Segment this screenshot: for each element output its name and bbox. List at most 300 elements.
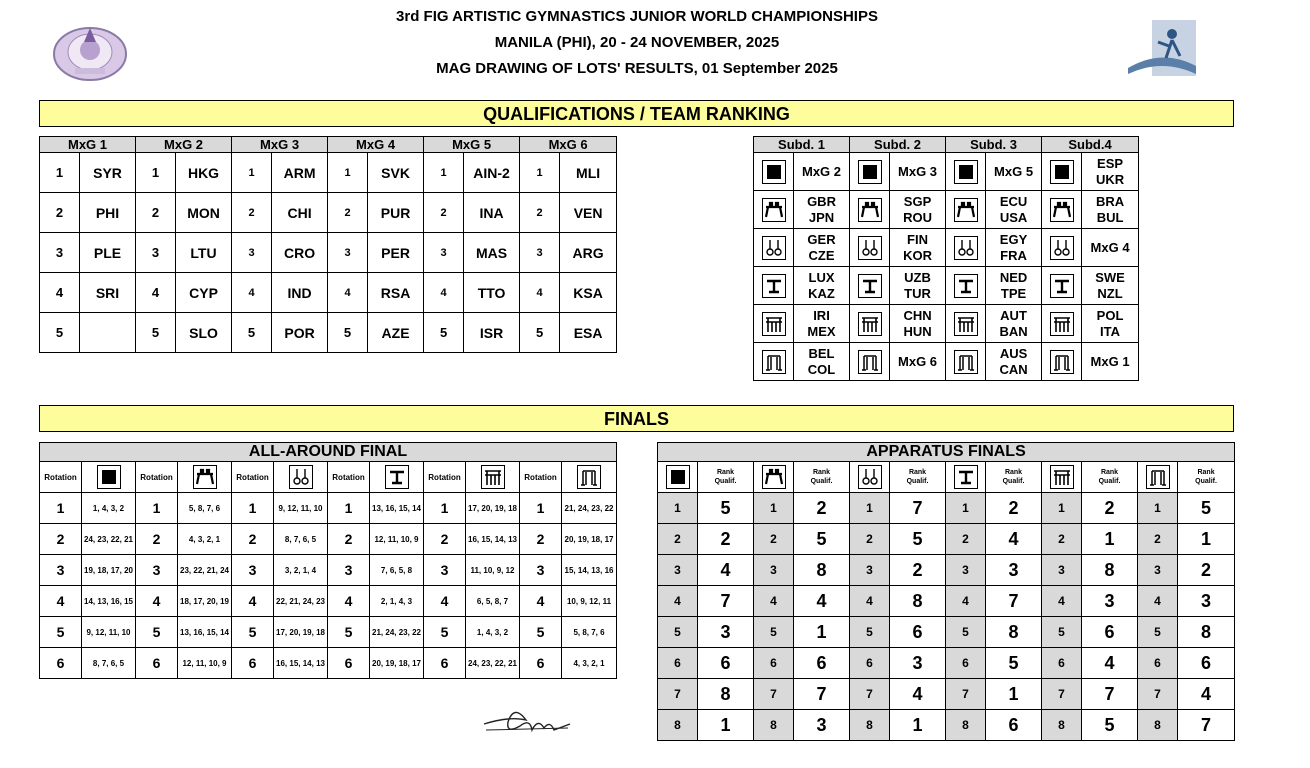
start-order-cell: 5 [658, 617, 698, 648]
team-name: TUR [904, 285, 931, 301]
apparatus-cell [850, 305, 890, 343]
team-name: MxG 2 [802, 163, 842, 179]
floor-icon [858, 160, 882, 184]
floor-icon [762, 160, 786, 184]
start-order-cell: 5 [1042, 617, 1082, 648]
rotation-number: 5 [40, 617, 82, 648]
country-cell: ESA [560, 313, 617, 353]
rank-qualif-cell: 8 [1178, 617, 1235, 648]
rank-qualif-cell: 5 [986, 648, 1042, 679]
rotation-number: 6 [520, 648, 562, 679]
order-cell: 24, 23, 22, 21 [466, 648, 520, 679]
start-order-cell: 6 [754, 648, 794, 679]
position-cell: 4 [232, 273, 272, 313]
apparatus-cell [1042, 343, 1082, 381]
country-cell: RSA [368, 273, 424, 313]
country-cell: LTU [176, 233, 232, 273]
order-cell: 12, 11, 10, 9 [178, 648, 232, 679]
team-name: MxG 4 [1090, 239, 1130, 255]
start-order-cell: 8 [754, 710, 794, 741]
rotation-number: 5 [424, 617, 466, 648]
group-header: MxG 4 [328, 137, 424, 153]
rank-qualif-cell: 2 [890, 555, 946, 586]
apparatus-cell [1042, 267, 1082, 305]
start-order-cell: 2 [1138, 524, 1178, 555]
rotation-number: 3 [424, 555, 466, 586]
apparatus-cell [946, 267, 986, 305]
pommel-horse-icon [858, 198, 882, 222]
team-name: MEX [807, 323, 836, 339]
start-order-cell: 6 [850, 648, 890, 679]
rotation-number: 4 [328, 586, 370, 617]
qualif-label: Qualif. [1195, 478, 1217, 485]
apparatus-cell [754, 305, 794, 343]
start-order-cell: 8 [850, 710, 890, 741]
start-order-cell: 1 [658, 493, 698, 524]
country-cell: MON [176, 193, 232, 233]
position-cell: 2 [328, 193, 368, 233]
team-name: BRA [1095, 193, 1125, 209]
team-cell [1082, 305, 1139, 343]
country-cell: PHI [80, 193, 136, 233]
rank-qualif-cell: 2 [698, 524, 754, 555]
qualif-label: Qualif. [714, 478, 737, 485]
order-cell: 6, 5, 8, 7 [466, 586, 520, 617]
order-cell: 10, 9, 12, 11 [562, 586, 617, 617]
country-cell: IND [272, 273, 328, 313]
order-cell: 13, 16, 15, 14 [178, 617, 232, 648]
rotation-label: Rotation [424, 462, 466, 493]
start-order-cell: 7 [1042, 679, 1082, 710]
country-cell: ARG [560, 233, 617, 273]
table-row [40, 493, 617, 524]
rank-qualif-cell: 4 [986, 524, 1042, 555]
team-cell [794, 229, 850, 267]
start-order-cell: 2 [1042, 524, 1082, 555]
team-name: BEL [808, 345, 835, 361]
team-name: KOR [903, 247, 932, 263]
finals-banner: FINALS [39, 405, 1234, 432]
pommel-horse-icon [954, 198, 978, 222]
group-header: MxG 1 [40, 137, 136, 153]
floor-icon [1050, 160, 1074, 184]
team-cell [986, 153, 1042, 191]
start-order-cell: 6 [658, 648, 698, 679]
country-cell: CHI [272, 193, 328, 233]
team-cell [794, 267, 850, 305]
apparatus-cell [850, 191, 890, 229]
start-order-cell: 4 [658, 586, 698, 617]
vault-icon [762, 274, 786, 298]
table-row [40, 273, 617, 313]
team-cell [794, 305, 850, 343]
apparatus-cell [946, 305, 986, 343]
country-cell: AIN-2 [464, 153, 520, 193]
apparatus-cell [754, 153, 794, 191]
team-name: LUX [808, 269, 835, 285]
rotation-number: 1 [328, 493, 370, 524]
apparatus-cell [754, 191, 794, 229]
rank-qualif-cell: 2 [1178, 555, 1235, 586]
apparatus-cell [850, 153, 890, 191]
rings-icon [954, 236, 978, 260]
position-cell: 3 [136, 233, 176, 273]
group-header: MxG 5 [424, 137, 520, 153]
position-cell: 2 [232, 193, 272, 233]
parallel-bars-icon [481, 465, 505, 489]
rank-qualif-cell: 4 [698, 555, 754, 586]
team-cell [794, 153, 850, 191]
rotation-number: 6 [424, 648, 466, 679]
order-cell: 19, 18, 17, 20 [82, 555, 136, 586]
start-order-cell: 4 [850, 586, 890, 617]
order-cell: 17, 20, 19, 18 [466, 493, 520, 524]
rank-qualif-cell: 5 [890, 524, 946, 555]
team-cell [890, 305, 946, 343]
country-cell: TTO [464, 273, 520, 313]
table-row [658, 617, 1235, 648]
order-cell: 21, 24, 23, 22 [370, 617, 424, 648]
apparatus-header [466, 462, 520, 493]
rings-icon [1050, 236, 1074, 260]
country-cell [80, 313, 136, 353]
rotation-number: 4 [232, 586, 274, 617]
position-cell: 1 [136, 153, 176, 193]
rotation-number: 1 [232, 493, 274, 524]
high-bar-icon [954, 350, 978, 374]
rank-label: Rank [716, 469, 735, 476]
order-cell: 2, 1, 4, 3 [370, 586, 424, 617]
vault-icon [954, 274, 978, 298]
table-row [754, 229, 1139, 267]
team-cell [890, 191, 946, 229]
team-name: AUT [1000, 307, 1027, 323]
team-cell [1082, 343, 1139, 381]
team-name: GER [807, 231, 836, 247]
rank-qualif-cell: 3 [698, 617, 754, 648]
table-row [40, 555, 617, 586]
apparatus-header [850, 462, 890, 493]
position-cell: 5 [520, 313, 560, 353]
rotation-number: 4 [424, 586, 466, 617]
start-order-cell: 2 [946, 524, 986, 555]
rank-label: Rank [1004, 469, 1023, 476]
position-cell: 5 [136, 313, 176, 353]
table-row [40, 313, 617, 353]
team-name: BAN [999, 323, 1028, 339]
team-name: FIN [907, 231, 928, 247]
table-row [40, 193, 617, 233]
rotation-number: 6 [232, 648, 274, 679]
apparatus-finals-title: APPARATUS FINALS [658, 443, 1235, 462]
rank-qualif-cell: 6 [1178, 648, 1235, 679]
table-row [658, 524, 1235, 555]
apparatus-cell [754, 229, 794, 267]
start-order-cell: 6 [946, 648, 986, 679]
position-cell: 1 [328, 153, 368, 193]
rank-label: Rank [1100, 469, 1119, 476]
team-name: AUS [999, 345, 1028, 361]
high-bar-icon [858, 350, 882, 374]
rotation-number: 2 [520, 524, 562, 555]
rank-label: Rank [1197, 469, 1215, 476]
apparatus-cell [754, 267, 794, 305]
qualif-label: Qualif. [810, 478, 833, 485]
start-order-cell: 6 [1042, 648, 1082, 679]
high-bar-icon [1050, 350, 1074, 374]
rank-label: Rank [908, 469, 927, 476]
team-name: SGP [903, 193, 932, 209]
vault-icon [385, 465, 409, 489]
subdivision-header: Subd. 3 [946, 137, 1042, 153]
apparatus-header [946, 462, 986, 493]
position-cell: 3 [40, 233, 80, 273]
rank-qualif-cell: 5 [1178, 493, 1235, 524]
start-order-cell: 2 [754, 524, 794, 555]
apparatus-header [658, 462, 698, 493]
position-cell: 1 [40, 153, 80, 193]
table-row [754, 153, 1139, 191]
team-cell [890, 229, 946, 267]
rotation-number: 3 [136, 555, 178, 586]
team-name: CHN [903, 307, 932, 323]
championship-logo [50, 16, 130, 82]
start-order-cell: 1 [850, 493, 890, 524]
apparatus-header [82, 462, 136, 493]
vault-icon [954, 465, 978, 489]
start-order-cell: 1 [1138, 493, 1178, 524]
rank-qualif-cell: 1 [698, 710, 754, 741]
country-cell: CRO [272, 233, 328, 273]
position-cell: 5 [328, 313, 368, 353]
rotation-number: 5 [232, 617, 274, 648]
team-cell [890, 153, 946, 191]
order-cell: 1, 4, 3, 2 [82, 493, 136, 524]
rank-qualif-label [1178, 462, 1235, 493]
vault-icon [1050, 274, 1074, 298]
order-cell: 17, 20, 19, 18 [274, 617, 328, 648]
table-row [658, 710, 1235, 741]
start-order-cell: 7 [850, 679, 890, 710]
rank-qualif-label [986, 462, 1042, 493]
team-cell [1082, 229, 1139, 267]
team-name: EGY [999, 231, 1028, 247]
rotation-number: 3 [328, 555, 370, 586]
order-cell: 8, 7, 6, 5 [82, 648, 136, 679]
rank-qualif-label [1082, 462, 1138, 493]
rank-qualif-cell: 1 [1082, 524, 1138, 555]
team-name: FRA [1000, 247, 1027, 263]
rank-qualif-cell: 3 [794, 710, 850, 741]
apparatus-cell [850, 229, 890, 267]
order-cell: 20, 19, 18, 17 [562, 524, 617, 555]
rings-icon [289, 465, 313, 489]
rank-qualif-cell: 2 [1082, 493, 1138, 524]
start-order-cell: 7 [1138, 679, 1178, 710]
rotation-number: 4 [136, 586, 178, 617]
start-order-cell: 7 [946, 679, 986, 710]
rotation-number: 2 [328, 524, 370, 555]
rotation-label: Rotation [232, 462, 274, 493]
start-order-cell: 4 [1138, 586, 1178, 617]
team-cell [986, 305, 1042, 343]
rotation-number: 2 [136, 524, 178, 555]
position-cell: 4 [136, 273, 176, 313]
floor-icon [954, 160, 978, 184]
rank-qualif-cell: 1 [1178, 524, 1235, 555]
group-header: MxG 6 [520, 137, 617, 153]
rotation-number: 5 [328, 617, 370, 648]
start-order-cell: 4 [1042, 586, 1082, 617]
table-row [754, 343, 1139, 381]
team-name: IRI [813, 307, 830, 323]
table-row [40, 648, 617, 679]
position-cell: 3 [520, 233, 560, 273]
table-row [40, 617, 617, 648]
rank-qualif-cell: 1 [794, 617, 850, 648]
team-cell [794, 191, 850, 229]
start-order-cell: 3 [1042, 555, 1082, 586]
subdivisions-table [753, 136, 1139, 381]
country-cell: SRI [80, 273, 136, 313]
team-cell [890, 343, 946, 381]
country-cell: VEN [560, 193, 617, 233]
apparatus-cell [754, 343, 794, 381]
rank-qualif-cell: 6 [698, 648, 754, 679]
team-name: HUN [903, 323, 932, 339]
apparatus-header [754, 462, 794, 493]
rank-qualif-cell: 3 [1082, 586, 1138, 617]
start-order-cell: 3 [850, 555, 890, 586]
order-cell: 15, 14, 13, 16 [562, 555, 617, 586]
qualifications-banner: QUALIFICATIONS / TEAM RANKING [39, 100, 1234, 127]
team-name: ESP [1097, 155, 1124, 171]
rank-qualif-cell: 5 [794, 524, 850, 555]
all-around-final-table [39, 442, 617, 679]
rank-qualif-cell: 4 [794, 586, 850, 617]
apparatus-header [370, 462, 424, 493]
order-cell: 1, 4, 3, 2 [466, 617, 520, 648]
rank-qualif-label [794, 462, 850, 493]
order-cell: 8, 7, 6, 5 [274, 524, 328, 555]
pommel-horse-icon [762, 465, 786, 489]
order-cell: 9, 12, 11, 10 [274, 493, 328, 524]
rank-qualif-cell: 6 [1082, 617, 1138, 648]
apparatus-header [274, 462, 328, 493]
position-cell: 2 [424, 193, 464, 233]
floor-icon [666, 465, 690, 489]
order-cell: 14, 13, 16, 15 [82, 586, 136, 617]
apparatus-cell [1042, 153, 1082, 191]
rotation-number: 1 [424, 493, 466, 524]
start-order-cell: 1 [754, 493, 794, 524]
team-name: MxG 6 [898, 353, 938, 369]
start-order-cell: 7 [754, 679, 794, 710]
rank-qualif-cell: 7 [1178, 710, 1235, 741]
team-name: GBR [807, 193, 836, 209]
country-cell: HKG [176, 153, 232, 193]
pommel-horse-icon [193, 465, 217, 489]
rank-qualif-cell: 7 [890, 493, 946, 524]
order-cell: 16, 15, 14, 13 [466, 524, 520, 555]
start-order-cell: 8 [658, 710, 698, 741]
qualif-label: Qualif. [1002, 478, 1025, 485]
pommel-horse-icon [1050, 198, 1074, 222]
rotation-number: 1 [136, 493, 178, 524]
team-cell [794, 343, 850, 381]
rotation-number: 2 [232, 524, 274, 555]
table-row [754, 267, 1139, 305]
rank-qualif-cell: 5 [698, 493, 754, 524]
team-name: USA [999, 209, 1028, 225]
table-row [658, 586, 1235, 617]
rank-label: Rank [812, 469, 831, 476]
rank-qualif-cell: 3 [1178, 586, 1235, 617]
rank-qualif-label [698, 462, 754, 493]
order-cell: 23, 22, 21, 24 [178, 555, 232, 586]
rank-qualif-cell: 7 [698, 586, 754, 617]
rank-qualif-cell: 8 [890, 586, 946, 617]
subdivision-header: Subd.4 [1042, 137, 1139, 153]
order-cell: 5, 8, 7, 6 [178, 493, 232, 524]
parallel-bars-icon [954, 312, 978, 336]
rotation-number: 6 [40, 648, 82, 679]
position-cell: 1 [232, 153, 272, 193]
pommel-horse-icon [762, 198, 786, 222]
rank-qualif-cell: 4 [890, 679, 946, 710]
apparatus-header [1042, 462, 1082, 493]
rank-qualif-cell: 4 [1178, 679, 1235, 710]
parallel-bars-icon [858, 312, 882, 336]
country-cell: KSA [560, 273, 617, 313]
team-name: MxG 5 [994, 163, 1034, 179]
mixed-groups-table [39, 136, 617, 353]
team-name: ITA [1100, 323, 1121, 339]
rotation-number: 4 [40, 586, 82, 617]
team-name: NED [999, 269, 1028, 285]
fig-logo [1122, 12, 1202, 82]
rank-qualif-cell: 8 [986, 617, 1042, 648]
order-cell: 12, 11, 10, 9 [370, 524, 424, 555]
team-name: BUL [1096, 209, 1124, 225]
position-cell: 4 [424, 273, 464, 313]
rank-qualif-cell: 6 [794, 648, 850, 679]
team-name: UKR [1095, 171, 1125, 187]
order-cell: 5, 8, 7, 6 [562, 617, 617, 648]
parallel-bars-icon [1050, 312, 1074, 336]
rank-qualif-cell: 2 [986, 493, 1042, 524]
rotation-number: 1 [40, 493, 82, 524]
order-cell: 3, 2, 1, 4 [274, 555, 328, 586]
rank-qualif-cell: 3 [890, 648, 946, 679]
team-name: MxG 3 [898, 163, 938, 179]
rotation-number: 2 [40, 524, 82, 555]
rotation-label: Rotation [328, 462, 370, 493]
country-cell: PUR [368, 193, 424, 233]
start-order-cell: 3 [1138, 555, 1178, 586]
rings-icon [858, 236, 882, 260]
team-cell [1082, 267, 1139, 305]
start-order-cell: 1 [1042, 493, 1082, 524]
rank-qualif-cell: 6 [890, 617, 946, 648]
order-cell: 9, 12, 11, 10 [82, 617, 136, 648]
rank-qualif-cell: 1 [890, 710, 946, 741]
country-cell: MAS [464, 233, 520, 273]
start-order-cell: 3 [946, 555, 986, 586]
rank-qualif-cell: 7 [986, 586, 1042, 617]
team-cell [1082, 153, 1139, 191]
team-name: KAZ [808, 285, 835, 301]
